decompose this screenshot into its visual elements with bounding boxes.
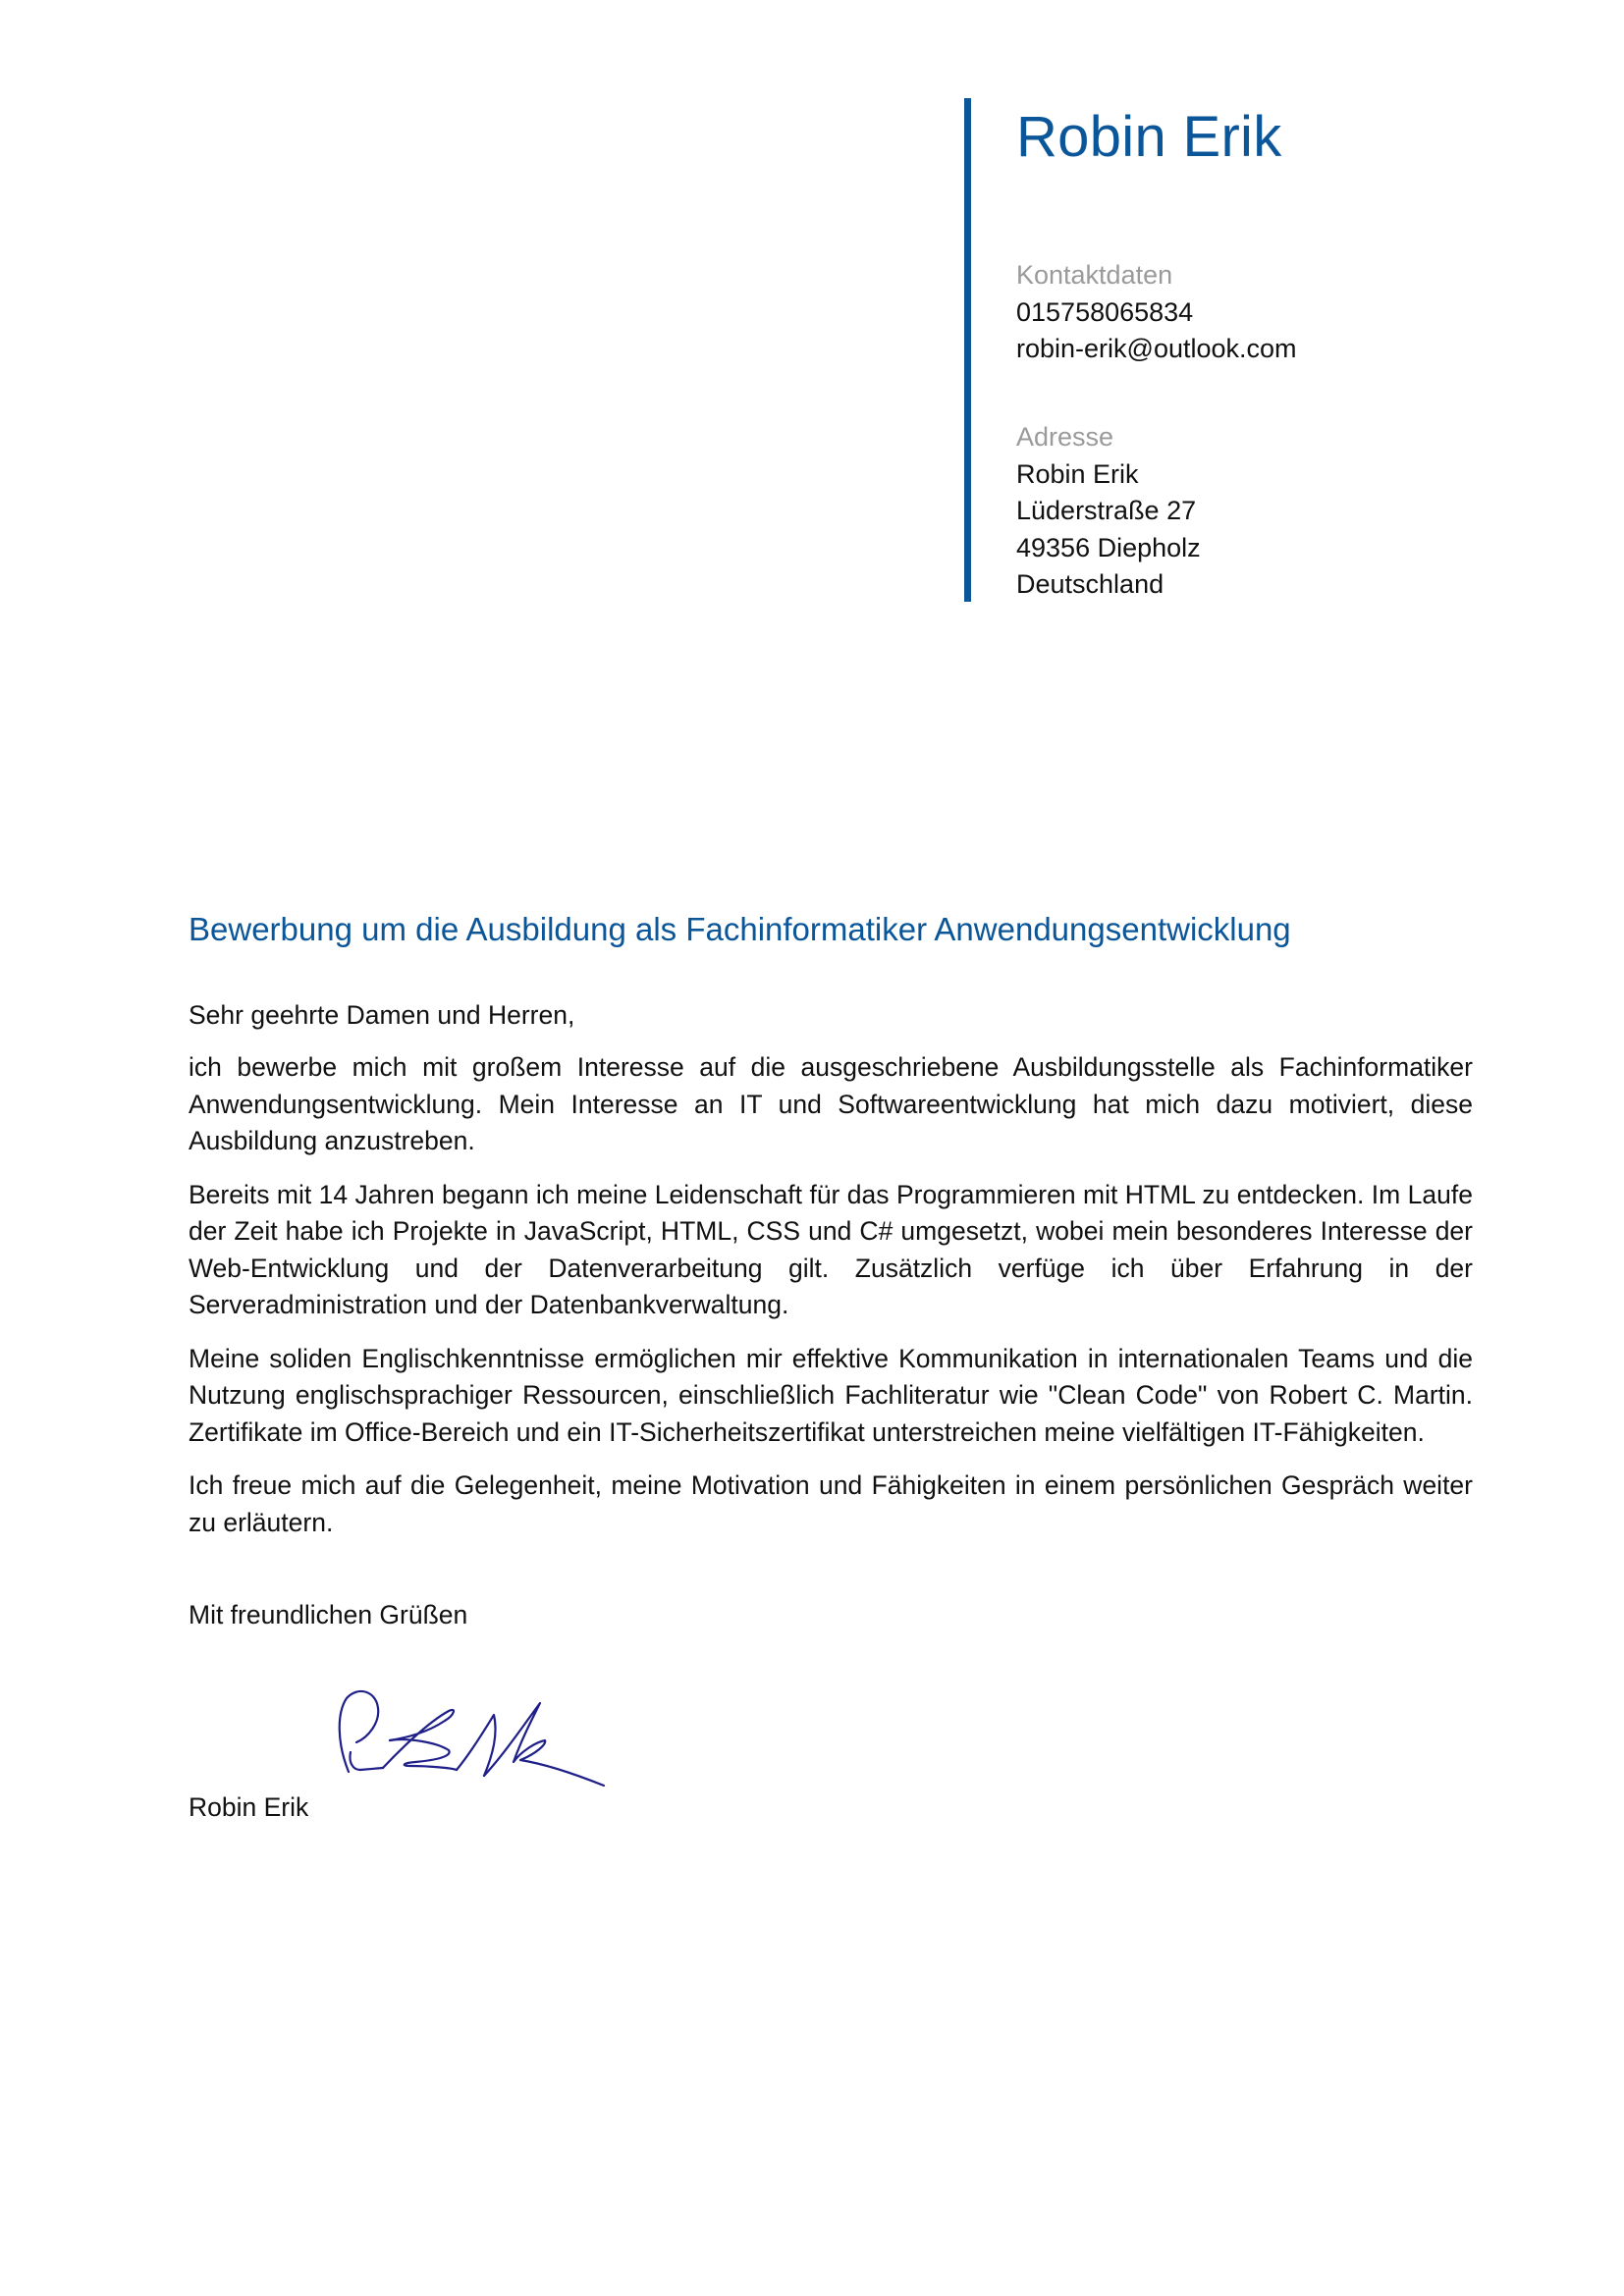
salutation: Sehr geehrte Damen und Herren, xyxy=(189,1000,575,1030)
address-name: Robin Erik xyxy=(1016,458,1139,489)
letter-body xyxy=(189,1049,1473,1558)
address-section xyxy=(1016,419,1566,604)
contact-label: Kontaktdaten xyxy=(1016,260,1173,290)
paragraph-skills: Meine soliden Englischkenntnisse ermöglichen mir effektive Kommunikation in internationalen Teams und die Nutzung englischsprachiger Ressourcen, einschließlich Fachliteratur wie "Clean Code" von Robert C. Martin. Zertifikate im Office-Bereich und ein IT-Sicherheitszertifikat unterstreichen meine vielfältigen IT-Fähigkeiten. xyxy=(189,1343,1473,1447)
paragraph-experience: Bereits mit 14 Jahren begann ich meine Leidenschaft für das Programmieren mit HTML zu entdecken. Im Laufe der Zeit habe ich Projekte in JavaScript, HTML, CSS und C# umgesetzt, wobei mein besonderes Interesse der Web-Entwicklung und der Datenverarbeitung gilt. Zusätzlich verfüge ich über Erfahrung in der Serveradministration und der Datenbankverwaltung. xyxy=(189,1179,1473,1319)
paragraph-intro: ich bewerbe mich mit großem Interesse auf die ausgeschriebene Ausbildungsstelle als Fachinformatiker Anwendungsentwicklung. Mein Interesse an IT und Softwareentwicklung hat mich dazu motiviert, diese Ausbildung anzustreben. xyxy=(189,1052,1473,1155)
contact-section xyxy=(1016,257,1566,368)
signature-image xyxy=(329,1683,614,1796)
signer-name: Robin Erik xyxy=(189,1792,309,1822)
letter-subject: Bewerbung um die Ausbildung als Fachinformatiker Anwendungsentwicklung xyxy=(189,911,1291,947)
applicant-name: Robin Erik xyxy=(1016,105,1282,169)
address-country: Deutschland xyxy=(1016,569,1164,599)
address-street: Lüderstraße 27 xyxy=(1016,496,1197,525)
address-city: 49356 Diepholz xyxy=(1016,532,1201,562)
closing: Mit freundlichen Grüßen xyxy=(189,1600,468,1629)
accent-bar xyxy=(964,98,971,602)
phone-number: 015758065834 xyxy=(1016,296,1194,327)
address-label: Adresse xyxy=(1016,422,1114,452)
email-address: robin-erik@outlook.com xyxy=(1016,334,1297,363)
header xyxy=(1016,96,1566,179)
paragraph-outlook: Ich freue mich auf die Gelegenheit, meine Motivation und Fähigkeiten in einem persönlichen Gespräch weiter zu erläutern. xyxy=(189,1470,1473,1537)
